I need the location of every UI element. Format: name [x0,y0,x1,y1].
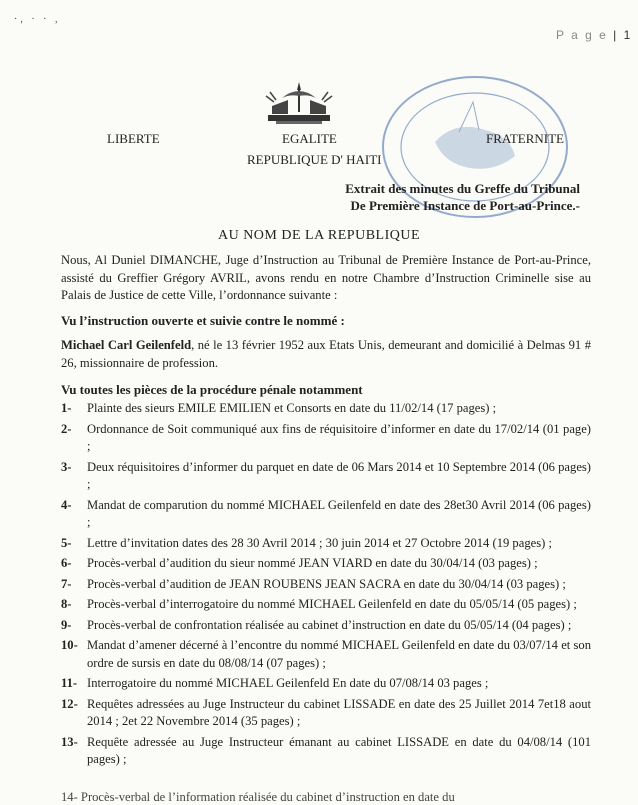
list-item [61,596,591,614]
page-separator: | [613,28,619,42]
list-item-text: Procès-verbal d’audition de JEAN ROUBENS JEAN SACRA en date du 30/04/14 (03 pages) ; [87,576,566,591]
list-item-number: 2- [61,421,72,436]
list-item-number: 10- [61,638,78,652]
list-item-text: Procès-verbal d’interrogatoire du nommé MICHAEL Geilenfeld en date du 05/05/14 (05 pages) ; [87,597,577,611]
list-item [61,555,591,573]
list-item-number: 3- [61,459,72,474]
list-item [61,576,591,594]
list-item-number: 4- [61,497,72,512]
vu-pieces-heading: Vu toutes les pièces de la procédure pénale notamment [61,382,363,397]
accused-details: , né le 13 février 1952 aux Etats Unis, demeurant and domicilié à Delmas 91 # 26, missionnaire de profession. [61,338,592,370]
list-item-text: Requêtes adressées au Juge Instructeur du cabinet LISSADE en date des 25 Juillet 2014 7et18 aout 2014 ; 2et 22 Novembre 2014 (35 pages) ; [87,696,591,728]
list-item [61,497,591,532]
list-item-text: Procès-verbal de confrontation réalisée au cabinet d’instruction en date du 05/05/14 (04 pages) ; [87,617,572,632]
list-item-text: Requête adressée au Juge Instructeur émanant au cabinet LISSADE en date du 04/08/14 (101 pages) ; [87,734,591,766]
list-item [61,696,591,731]
list-item-text: Ordonnance de Soit communiqué aux fins de réquisitoire d’informer en date du 17/02/14 (01 page) ; [87,421,591,453]
extrait-heading [345,180,580,214]
list-item-number: 8- [61,597,72,611]
list-item [61,421,591,456]
list-item-number: 6- [61,556,72,570]
republic-heading: REPUBLIQUE D' HAITI [247,152,382,167]
pieces-list [61,400,591,772]
motto-liberte: LIBERTE [107,131,160,146]
list-item [61,535,591,553]
cut-off-line: 14- Procès-verbal de l’information réalisée du cabinet d’instruction en date du [61,790,455,804]
list-item-number: 1- [61,401,72,415]
list-item-text: Lettre d’invitation dates des 28 30 Avril 2014 ; 30 juin 2014 et 27 Octobre 2014 (19 pages) ; [87,535,552,550]
au-nom-heading: AU NOM DE LA REPUBLIQUE [217,228,421,243]
accused-paragraph [61,337,591,372]
motto-fraternite: FRATERNITE [486,131,564,146]
page-number-value: 1 [623,28,633,42]
list-item-text: Interrogatoire du nommé MICHAEL Geilenfeld En date du 07/08/14 03 pages ; [87,676,489,690]
list-item-number: 7- [61,576,72,591]
list-item [61,637,591,672]
list-item-text: Deux réquisitoires d’informer du parquet en date de 06 Mars 2014 et 10 Septembre 2014 (06 pages) ; [87,459,591,491]
list-item-number: 9- [61,617,72,632]
list-item [61,734,591,769]
list-item-number: 12- [61,696,78,711]
list-item-number: 5- [61,535,72,550]
accused-name: Michael Carl Geilenfeld [61,338,192,352]
page-number [556,28,632,42]
haiti-coat-of-arms-icon [262,78,336,126]
extrait-line-1: Extrait des minutes du Greffe du Tribunal [345,181,580,196]
page-label: P a g e [556,28,608,42]
list-item-text: Mandat d’amener décerné à l’encontre du nommé MICHAEL Geilenfeld en date du 03/07/14 et son ordre de sursis en date du 08/08/14 (07 pages) ; [87,638,591,670]
intro-paragraph: Nous, Al Duniel DIMANCHE, Juge d’Instruction au Tribunal de Première Instance de Port-au-Prince, assisté du Greffier Grégory AVRIL, avons rendu en notre Chambre d’Instruction Criminelle sise au Palais de Justice de cette Ville, l’ordonnance suivante : [61,253,591,302]
motto-egalite: EGALITE [282,131,337,146]
list-item-text: Plainte des sieurs EMILE EMILIEN et Consorts en date du 11/02/14 (17 pages) ; [87,401,497,415]
list-item [61,459,591,494]
list-item-text: Procès-verbal d’audition du sieur nommé JEAN VIARD en date du 30/04/14 (03 pages) ; [87,556,538,570]
list-item [61,675,591,693]
list-item-text: Mandat de comparution du nommé MICHAEL Geilenfeld en date des 28et30 Avril 2014 (06 pages) ; [87,497,591,529]
list-item [61,400,591,418]
list-item-number: 11- [61,676,78,690]
list-item [61,617,591,635]
extrait-line-2: De Première Instance de Port-au-Prince.- [350,198,580,213]
list-item-number: 13- [61,734,78,749]
vu-instruction-heading: Vu l’instruction ouverte et suivie contre le nommé : [61,313,345,328]
corner-marks: ·, · · , [14,14,61,25]
